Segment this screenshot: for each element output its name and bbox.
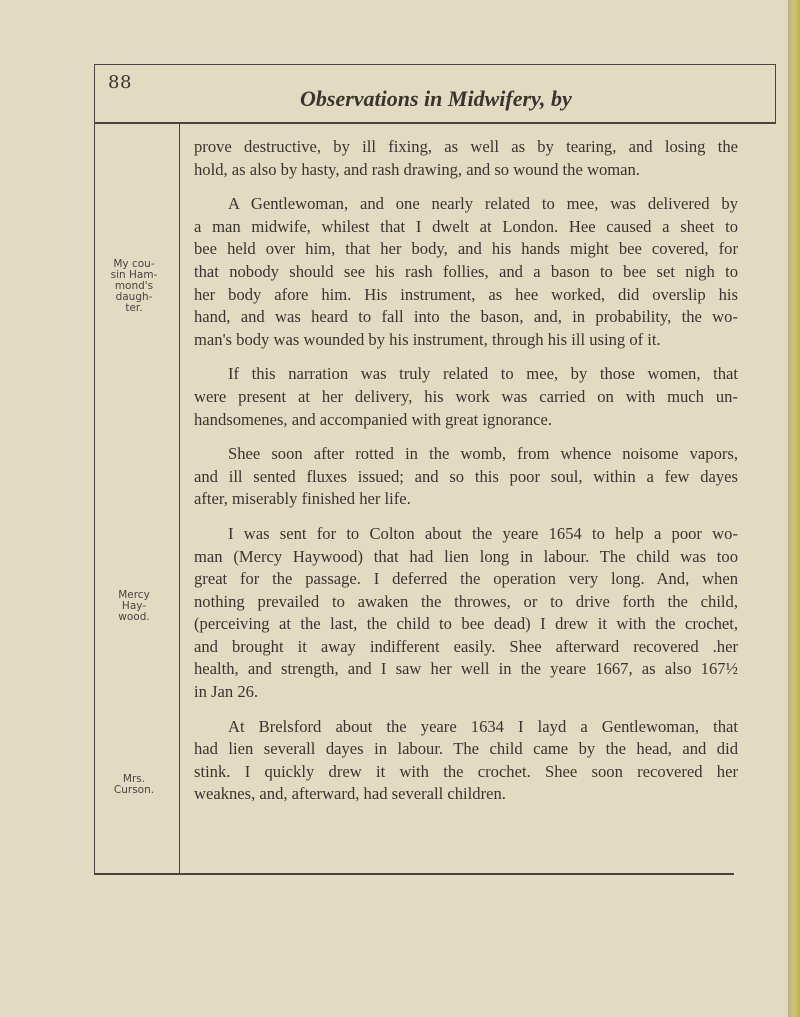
text-line: bee held over him, that her body, and his hands might bee covered, for	[194, 239, 738, 259]
text-line: Shee soon after rotted in the womb, from whence noisome vapors,	[228, 444, 738, 464]
page-edge	[788, 0, 800, 1017]
text-line: were present at her delivery, his work was carried on with much un-	[194, 386, 738, 406]
margin-note-haywood	[104, 590, 164, 623]
paragraph	[194, 136, 738, 181]
text-line: nothing prevailed to awaken the throwes, or to drive forth the child,	[194, 591, 738, 611]
text-line: man (Mercy Haywood) that had lien long in labour. The child was too	[194, 546, 738, 566]
text-line: had lien severall dayes in labour. The child came by the head, and did	[194, 739, 738, 759]
margin-note-line: sin Ham-	[110, 269, 158, 281]
text-line: At Brelsford about the yeare 1634 I layd a Gentlewoman, that	[228, 716, 738, 736]
text-line: If this narration was truly related to mee, by those women, that	[228, 364, 738, 384]
text-line: that nobody should see his rash follies, and a bason to bee set nigh to	[194, 261, 738, 281]
text-line: weaknes, and, afterward, had severall children.	[194, 784, 506, 804]
running-head: Observations in Midwifery, by	[300, 86, 572, 111]
margin-note-line: Mrs.	[122, 773, 146, 785]
margin-note-line: daugh-	[115, 291, 153, 303]
text-line: stink. I quickly drew it with the crochet. Shee soon recovered her	[194, 761, 738, 781]
text-line: and brought it away indifferent easily. Shee afterward recovered .her	[194, 636, 738, 656]
paragraph	[194, 716, 738, 806]
margin-divider-rule	[179, 123, 180, 874]
left-frame-rule	[94, 64, 95, 874]
body-text	[194, 136, 738, 806]
paragraph	[194, 443, 738, 511]
text-line: and ill sented fluxes issued; and so this poor soul, within a few dayes	[194, 466, 738, 486]
margin-note-hammond	[104, 259, 164, 314]
header-rule	[94, 122, 776, 124]
text-line: A Gentlewoman, and one nearly related to mee, was delivered by	[228, 194, 738, 214]
bottom-rule	[94, 873, 734, 875]
margin-note-line: Mercy	[118, 589, 150, 601]
text-line: hand, and was heard to fall into the bason, and, in probability, the wo-	[194, 307, 738, 327]
page-number: 88	[108, 72, 132, 93]
text-line: man's body was wounded by his instrument, through his ill using of it.	[194, 329, 661, 349]
text-line: her body afore him. His instrument, as hee worked, did overslip his	[194, 284, 738, 304]
text-line: great for the passage. I deferred the operation very long. And, when	[194, 569, 738, 589]
margin-note-line: My cou-	[113, 258, 155, 270]
margin-note-line: ter.	[125, 302, 143, 314]
margin-note-line: wood.	[118, 611, 150, 623]
right-frame-rule	[775, 64, 776, 124]
text-line: prove destructive, by ill fixing, as well as by tearing, and losing the	[194, 137, 738, 156]
text-line: in Jan 26.	[194, 682, 259, 702]
paragraph	[194, 363, 738, 431]
margin-note-curson	[104, 774, 164, 796]
text-line: hold, as also by hasty, and rash drawing, and so wound the woman.	[194, 159, 640, 179]
margin-note-line: Hay-	[121, 600, 147, 612]
margin-note-line: Curson.	[113, 784, 155, 796]
paragraph	[194, 193, 738, 351]
margin-note-line: mond's	[114, 280, 154, 292]
text-line: after, miserably finished her life.	[194, 489, 411, 509]
text-line: handsomenes, and accompanied with great ignorance.	[194, 409, 553, 429]
paragraph	[194, 523, 738, 704]
text-line: health, and strength, and I saw her well in the yeare 1667, as also 167½	[194, 659, 738, 679]
top-rule	[94, 64, 776, 65]
text-line: I was sent for to Colton about the yeare 1654 to help a poor wo-	[228, 523, 738, 543]
text-line: (perceiving at the last, the child to bee dead) I drew it with the crochet,	[194, 614, 738, 634]
text-line: a man midwife, whilest that I dwelt at London. Hee caused a sheet to	[194, 216, 738, 236]
